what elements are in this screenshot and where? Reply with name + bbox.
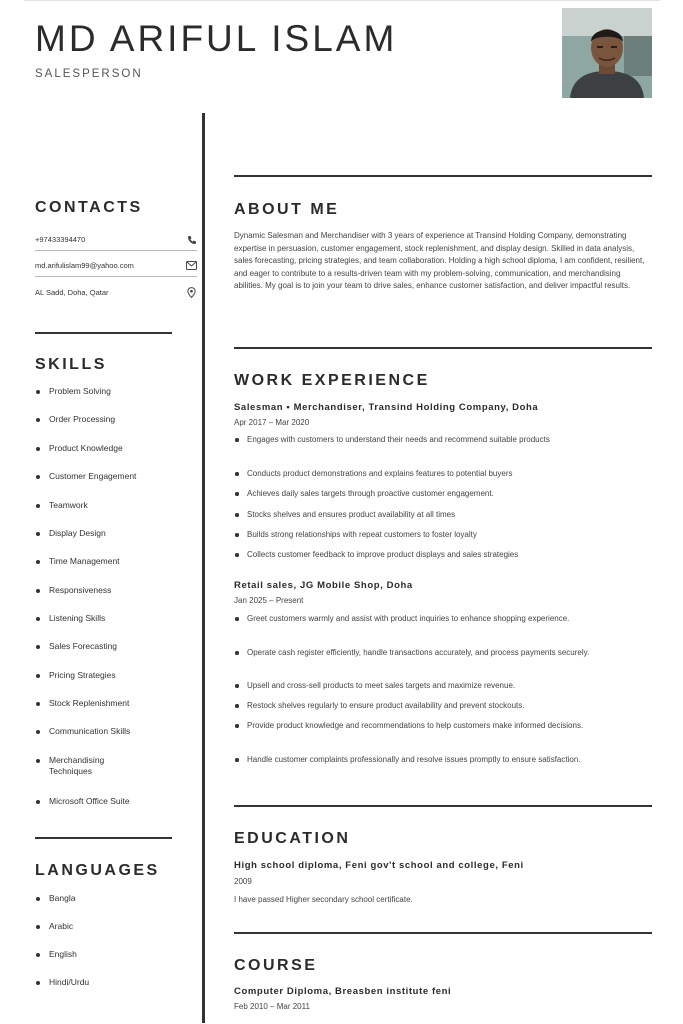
skill-item: Pricing Strategies (35, 670, 185, 681)
contact-email (35, 255, 197, 277)
contact-location-text: AL Sadd, Doha, Qatar (35, 287, 109, 297)
about-text: Dynamic Salesman and Merchandiser with 3 years of experience at Transind Holding Company, demonstrating expertise in persuasion, customer engagement, stock replenishment, and display design. Skilled in data analysis, sales forecasting, pricing strategies, and team collaboration. Holding a high school diploma, I am confident, resilient, and eager to contribute to a results-driven team with my problem-solving, communication, and merchandising abilities. My goal is to join your team to drive sales, enhance customer satisfaction, and deliver impactful results. (234, 231, 645, 291)
contacts-title: CONTACTS (35, 199, 143, 216)
skill-item: Customer Engagement (35, 471, 185, 482)
mail-icon (186, 260, 197, 271)
education-heading: High school diploma, Feni gov't school and college, Feni (234, 860, 524, 871)
job-heading: Salesman • Merchandiser, Transind Holding Company, Doha (234, 402, 539, 413)
about-title: ABOUT ME (234, 201, 340, 218)
skill-item: Product Knowledge (35, 443, 185, 454)
candidate-name: MD ARIFUL ISLAM (35, 18, 398, 59)
skill-item: Sales Forecasting (35, 641, 185, 652)
top-rule (24, 0, 660, 3)
job-duty: Operate cash register efficiently, handle transactions accurately, and process payments securely. (247, 646, 647, 659)
job-duty: Handle customer complaints professionally and resolve issues promptly to ensure satisfaction. (247, 753, 647, 766)
skill-item: Time Management (35, 556, 185, 567)
skill-item: Responsiveness (35, 585, 185, 596)
job-duty: Greet customers warmly and assist with product inquiries to enhance shopping experience. (247, 612, 647, 625)
education-title: EDUCATION (234, 830, 351, 847)
skill-item: Microsoft Office Suite (35, 796, 185, 807)
job-duty: Achieves daily sales targets through proactive customer engagement. (247, 487, 647, 500)
language-item: Hindi/Urdu (35, 977, 185, 988)
education-date: 2009 (234, 877, 252, 886)
skill-item: Listening Skills (35, 613, 185, 624)
skill-item: Stock Replenishment (35, 698, 185, 709)
work-divider (234, 347, 652, 349)
job-duty: Builds strong relationships with repeat customers to foster loyalty (247, 528, 647, 541)
contact-email-text: md.arifulislam99@yahoo.com (35, 261, 134, 270)
skills-divider (35, 837, 172, 839)
education-text: I have passed Higher secondary school certificate. (234, 895, 413, 904)
job-duty: Stocks shelves and ensures product availability at all times (247, 508, 647, 521)
about-divider (234, 175, 652, 177)
job-duty: Conducts product demonstrations and explains features to potential buyers (247, 467, 647, 480)
education-divider (234, 805, 652, 807)
job-heading: Retail sales, JG Mobile Shop, Doha (234, 580, 413, 591)
contacts-divider (35, 332, 172, 334)
job-duty: Engages with customers to understand their needs and recommend suitable products (247, 433, 647, 446)
language-item: English (35, 949, 185, 960)
contact-location (35, 281, 197, 303)
job-duty: Upsell and cross-sell products to meet sales targets and maximize revenue. (247, 679, 647, 692)
work-title: WORK EXPERIENCE (234, 372, 430, 389)
language-item: Bangla (35, 893, 185, 904)
skill-item: Display Design (35, 528, 185, 539)
job-duty: Collects customer feedback to improve product displays and sales strategies (247, 548, 647, 561)
languages-title: LANGUAGES (35, 862, 160, 879)
profile-photo-avatar (562, 8, 652, 98)
location-pin-icon (186, 287, 197, 298)
course-date: Feb 2010 – Mar 2011 (234, 1002, 310, 1011)
contact-phone-text: +97433394470 (35, 235, 86, 244)
job-date: Apr 2017 – Mar 2020 (234, 418, 310, 427)
job-duty: Restock shelves regularly to ensure product availability and prevent stockouts. (247, 699, 647, 712)
skill-item: Teamwork (35, 500, 185, 511)
course-heading: Computer Diploma, Breasben institute feni (234, 986, 452, 997)
course-title: COURSE (234, 957, 318, 974)
contact-phone (35, 229, 197, 251)
course-divider (234, 932, 652, 934)
profile-photo (562, 8, 652, 98)
phone-icon (186, 234, 197, 245)
candidate-role: SALESPERSON (35, 68, 143, 80)
column-divider (202, 113, 205, 1023)
language-item: Arabic (35, 921, 185, 932)
skill-item: Merchandising Techniques (35, 755, 125, 777)
skill-item: Order Processing (35, 414, 185, 425)
skill-item: Communication Skills (35, 726, 185, 737)
job-duty: Provide product knowledge and recommendations to help customers make informed decisions. (247, 719, 647, 732)
skills-title: SKILLS (35, 356, 107, 373)
job-date: Jan 2025 – Present (234, 596, 304, 605)
skill-item: Problem Solving (35, 386, 185, 397)
